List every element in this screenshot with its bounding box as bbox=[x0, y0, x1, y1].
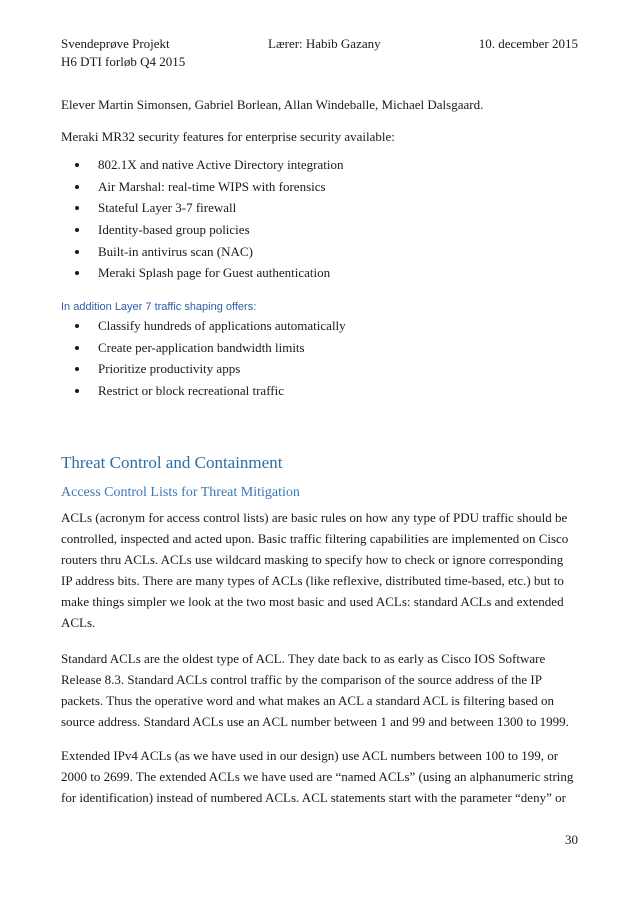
list-item: Stateful Layer 3-7 firewall bbox=[61, 197, 581, 219]
bullet-icon bbox=[75, 228, 79, 232]
heading-threat-control bbox=[61, 452, 581, 474]
list-item: Built-in antivirus scan (NAC) bbox=[61, 241, 581, 263]
text-line: IP address bits. There are many types of ACLs (like reflexive, distributed time-based, etc.) but to bbox=[61, 573, 564, 588]
text-line: 2000 to 2699. The extended ACLs we have used are “named ACLs” (using an alphanumeric string bbox=[61, 769, 574, 784]
layer7-list bbox=[61, 315, 581, 402]
list-item: Create per-application bandwidth limits bbox=[61, 337, 581, 359]
header-left bbox=[61, 35, 185, 71]
paragraph-standard-acl bbox=[61, 648, 581, 732]
text-line: Release 8.3. Standard ACLs control traffic by the comparison of the source address of the IP bbox=[61, 672, 542, 687]
section-heading: Threat Control and Containment bbox=[61, 453, 283, 472]
bullet-icon bbox=[75, 367, 79, 371]
text-line: for identification) instead of numbered ACLs. ACL statements start with the parameter “deny” or bbox=[61, 790, 566, 805]
subsection-heading: Access Control Lists for Threat Mitigation bbox=[61, 485, 300, 500]
header-date: 10. december 2015 bbox=[478, 36, 578, 51]
intro-block bbox=[61, 126, 581, 147]
text-line: ACLs (acronym for access control lists) are basic rules on how any type of PDU traffic should be bbox=[61, 510, 568, 525]
bullet-icon bbox=[75, 271, 79, 275]
text-line: Extended IPv4 ACLs (as we have used in our design) use ACL numbers between 100 to 199, or bbox=[61, 748, 559, 763]
bullet-icon bbox=[75, 324, 79, 328]
layer7-list-block bbox=[61, 315, 581, 402]
list-item: Restrict or block recreational traffic bbox=[61, 380, 581, 402]
authors-line bbox=[61, 94, 581, 115]
list-item: Identity-based group policies bbox=[61, 219, 581, 241]
bullet-icon bbox=[75, 206, 79, 210]
text-line: controlled, inspected and acted upon. Basic traffic filtering capabilities are implemented on Cisco bbox=[61, 531, 569, 546]
bullet-icon bbox=[75, 250, 79, 254]
text-line: source address. Standard ACLs use an ACL number between 1 and 99 and between 1300 to 1999. bbox=[61, 714, 569, 729]
layer7-block bbox=[61, 299, 581, 315]
text-line: ACLs. bbox=[61, 615, 96, 630]
list-item: Air Marshal: real-time WIPS with forensics bbox=[61, 176, 581, 198]
header-project: Svendeprøve Projekt bbox=[61, 36, 170, 51]
header-teacher: Lærer: Habib Gazany bbox=[268, 36, 381, 51]
paragraph-acl-intro bbox=[61, 507, 581, 633]
bullet-icon bbox=[75, 389, 79, 393]
text-line: make things simpler we look at the two most basic and used ACLs: standard ACLs and extended bbox=[61, 594, 564, 609]
list-item: Prioritize productivity apps bbox=[61, 358, 581, 380]
list-item: 802.1X and native Active Directory integration bbox=[61, 154, 581, 176]
bullet-icon bbox=[75, 163, 79, 167]
text-line: routers thru ACLs. ACLs use wildcard masking to specify how to check or ignore corresponding bbox=[61, 552, 564, 567]
text-line: Standard ACLs are the oldest type of ACL. They date back to as early as Cisco IOS Software bbox=[61, 651, 546, 666]
bullet-icon bbox=[75, 185, 79, 189]
bullet-icon bbox=[75, 346, 79, 350]
layer7-intro: In addition Layer 7 traffic shaping offers: bbox=[61, 301, 257, 313]
paragraph-extended-acl bbox=[61, 745, 581, 808]
authors: Elever Martin Simonsen, Gabriel Borlean, Allan Windeballe, Michael Dalsgaard. bbox=[61, 97, 484, 112]
heading-acl bbox=[61, 483, 581, 503]
features-list bbox=[61, 154, 581, 284]
page-number: 30 bbox=[565, 832, 578, 847]
features-list-block bbox=[61, 154, 581, 284]
intro-text: Meraki MR32 security features for enterprise security available: bbox=[61, 129, 395, 144]
text-line: packets. Thus the operative word and what makes an ACL a standard ACL is filtering based on bbox=[61, 693, 555, 708]
list-item: Classify hundreds of applications automatically bbox=[61, 315, 581, 337]
list-item: Meraki Splash page for Guest authentication bbox=[61, 262, 581, 284]
header-class: H6 DTI forløb Q4 2015 bbox=[61, 54, 186, 69]
